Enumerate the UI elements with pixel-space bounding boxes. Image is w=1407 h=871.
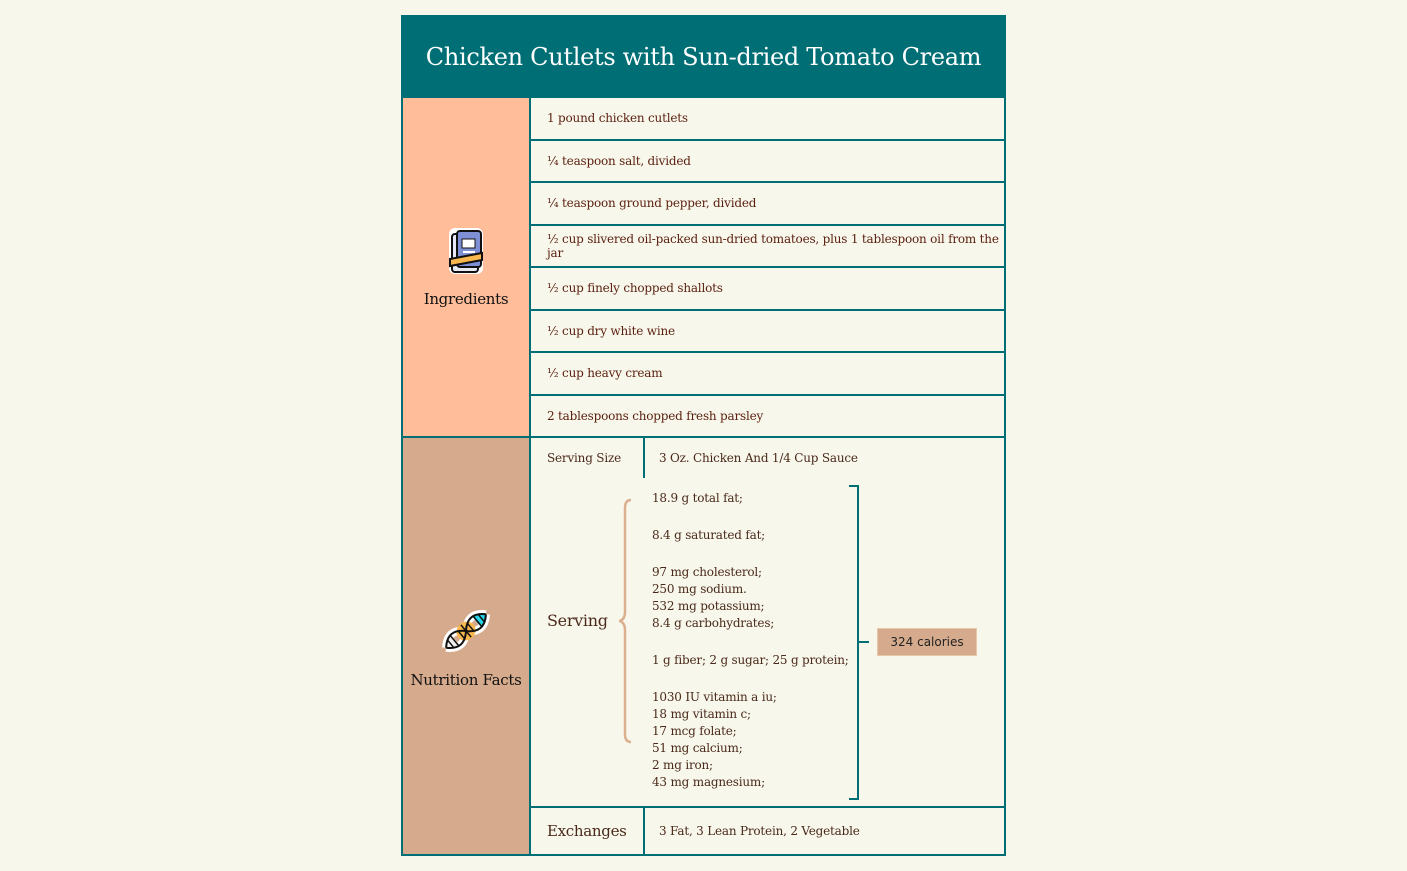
- fact-line: 43 mg magnesium;: [652, 775, 765, 789]
- ingredients-section-label: [401, 98, 531, 438]
- ingredients-list: [529, 98, 1006, 438]
- exchanges-label: Exchanges: [531, 808, 645, 854]
- serving-size-value: 3 Oz. Chicken And 1/4 Cup Sauce: [659, 451, 858, 465]
- ingredient-item: ¼ teaspoon ground pepper, divided: [529, 183, 1006, 226]
- fact-line: 51 mg calcium;: [652, 741, 743, 755]
- exchanges-row: [529, 806, 1006, 856]
- dna-icon: [436, 603, 496, 663]
- fact-line: 1 g fiber; 2 g sugar; 25 g protein;: [652, 653, 849, 667]
- nutrition-section-label: [401, 436, 531, 856]
- fact-line: 8.4 g saturated fat;: [652, 528, 766, 542]
- book-icon: [444, 226, 488, 282]
- fact-line: 2 mg iron;: [652, 758, 713, 772]
- fact-line: 250 mg sodium.: [652, 582, 747, 596]
- fact-line: 18 mg vitamin c;: [652, 707, 751, 721]
- ingredient-item: 2 tablespoons chopped fresh parsley: [529, 396, 1006, 439]
- ingredient-item: ½ cup slivered oil-packed sun-dried tomatoes, plus 1 tablespoon oil from the jar: [529, 226, 1006, 269]
- fact-line: 17 mcg folate;: [652, 724, 737, 738]
- square-bracket-icon: [847, 485, 871, 800]
- ingredients-label: Ingredients: [423, 290, 509, 308]
- nutrition-facts-list: [652, 490, 849, 791]
- calories-badge: 324 calories: [877, 628, 977, 656]
- ingredient-item: ½ cup heavy cream: [529, 353, 1006, 396]
- nutrition-facts-label: Nutrition Facts: [410, 671, 522, 689]
- ingredient-item: ½ cup dry white wine: [529, 311, 1006, 354]
- serving-size-label: Serving Size: [531, 438, 645, 478]
- curly-brace-icon: [619, 498, 633, 744]
- fact-line: 8.4 g carbohydrates;: [652, 616, 775, 630]
- ingredient-item: ½ cup finely chopped shallots: [529, 268, 1006, 311]
- fact-line: 532 mg potassium;: [652, 599, 765, 613]
- fact-line: 1030 IU vitamin a iu;: [652, 690, 777, 704]
- fact-line: 18.9 g total fat;: [652, 491, 743, 505]
- serving-label: Serving: [547, 611, 608, 630]
- serving-details: [529, 478, 1006, 808]
- ingredient-item: 1 pound chicken cutlets: [529, 98, 1006, 141]
- fact-line: 97 mg cholesterol;: [652, 565, 762, 579]
- serving-size-row: [529, 436, 1006, 480]
- recipe-title: Chicken Cutlets with Sun-dried Tomato Cream: [401, 15, 1006, 98]
- exchanges-value: 3 Fat, 3 Lean Protein, 2 Vegetable: [659, 824, 860, 838]
- ingredient-item: ¼ teaspoon salt, divided: [529, 141, 1006, 184]
